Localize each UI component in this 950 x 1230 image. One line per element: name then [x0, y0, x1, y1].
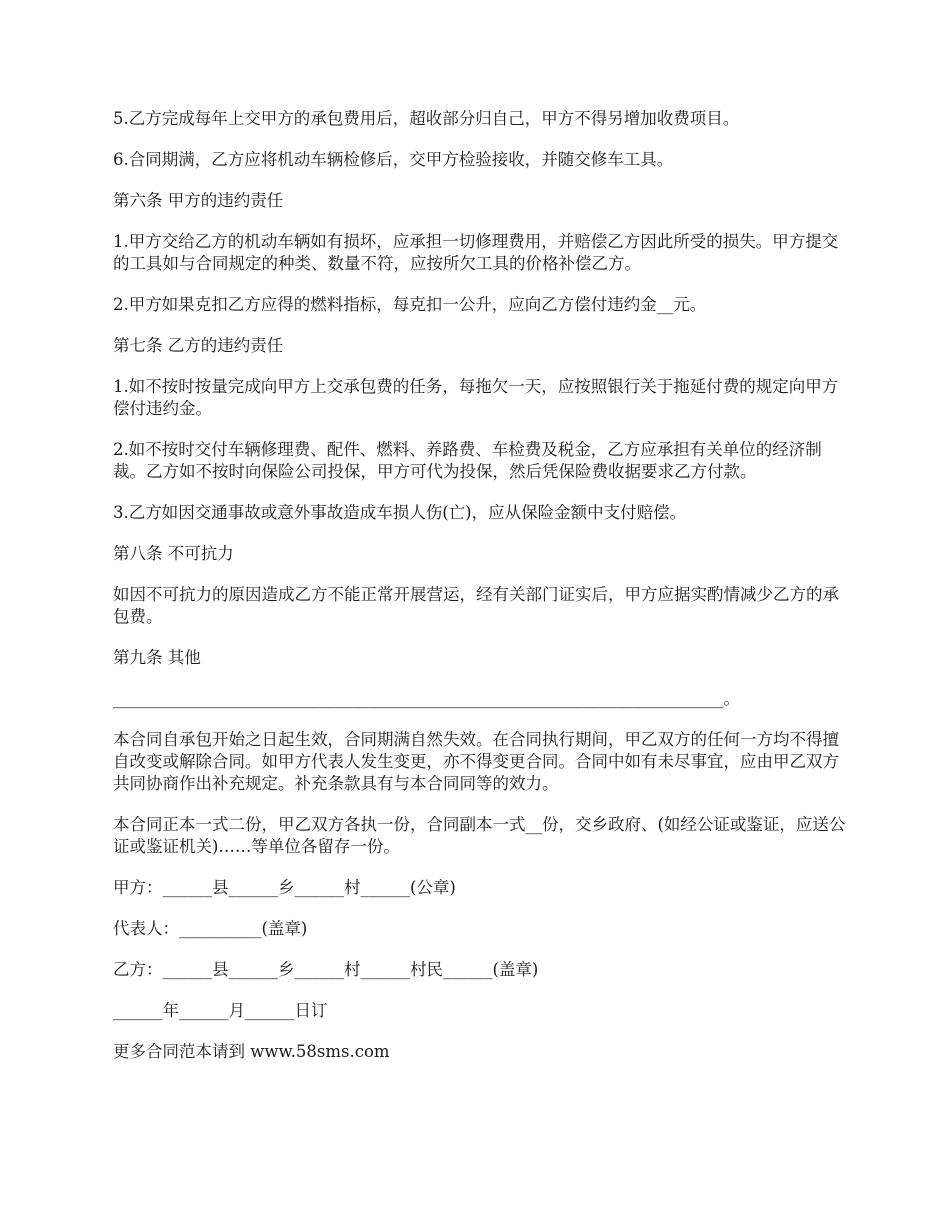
article-8-text: 如因不可抗力的原因造成乙方不能正常开展营运，经有关部门证实后，甲方应据实酌情减少乙方的承包费。 — [113, 585, 839, 626]
article-7-item-2: 2.如不按时交付车辆修理费、配件、燃料、养路费、车检费及税金，乙方应承担有关单位的经济制裁。乙方如不按时向保险公司投保，甲方可代为投保，然后凭保险费收据要求乙方付款。 — [113, 440, 822, 481]
article-8-heading: 第八条 不可抗力 — [113, 544, 234, 563]
clause-6: 6.合同期满，乙方应将机动车辆检修后，交甲方检验接收，并随交修车工具。 — [113, 150, 674, 169]
party-a-signature: 甲方：______县______乡______村______(公章) — [113, 878, 456, 897]
document-body — [113, 108, 848, 1082]
article-6-item-2: 2.甲方如果克扣乙方应得的燃料指标，每克扣一公升，应向乙方偿付违约金__元。 — [113, 295, 707, 314]
article-7-item-1: 1.如不按时按量完成向甲方上交承包费的任务，每拖欠一天，应按照银行关于拖延付费的规定向甲方偿付违约金。 — [113, 377, 839, 418]
article-9-blank-line: __________________________________________________________________________。 — [113, 689, 740, 708]
article-6-heading: 第六条 甲方的违约责任 — [113, 191, 284, 210]
effectiveness-clause: 本合同自承包开始之日起生效，合同期满自然失效。在合同执行期间，甲乙双方的任何一方均不得擅自改变或解除合同。如甲方代表人发生变更，亦不得变更合同。合同中如有未尽事宜，应由甲乙双方共同协商作出补充规定。补充条款具有与本合同同等的效力。 — [113, 730, 839, 793]
copies-clause: 本合同正本一式二份，甲乙双方各执一份，合同副本一式__份，交乡政府、(如经公证或鉴证，应送公证或鉴证机关)……等单位各留存一份。 — [113, 815, 846, 856]
article-7-heading: 第七条 乙方的违约责任 — [113, 336, 284, 355]
clause-5: 5.乙方完成每年上交甲方的承包费用后，超收部分归自己，甲方不得另增加收费项目。 — [113, 109, 740, 128]
article-9-heading: 第九条 其他 — [113, 648, 201, 667]
signing-date: ______年______月______日订 — [113, 1001, 328, 1020]
footer-note: 更多合同范本请到 www.58sms.com — [113, 1042, 390, 1061]
party-b-signature: 乙方：______县______乡______村______村民______(盖章) — [113, 960, 539, 979]
article-6-item-1: 1.甲方交给乙方的机动车辆如有损坏，应承担一切修理费用，并赔偿乙方因此所受的损失。甲方提交的工具如与合同规定的种类、数量不符，应按所欠工具的价格补偿乙方。 — [113, 232, 839, 273]
article-7-item-3: 3.乙方如因交通事故或意外事故造成车损人伤(亡)，应从保险金额中支付赔偿。 — [113, 503, 687, 522]
representative-signature: 代表人：__________(盖章) — [113, 919, 308, 938]
